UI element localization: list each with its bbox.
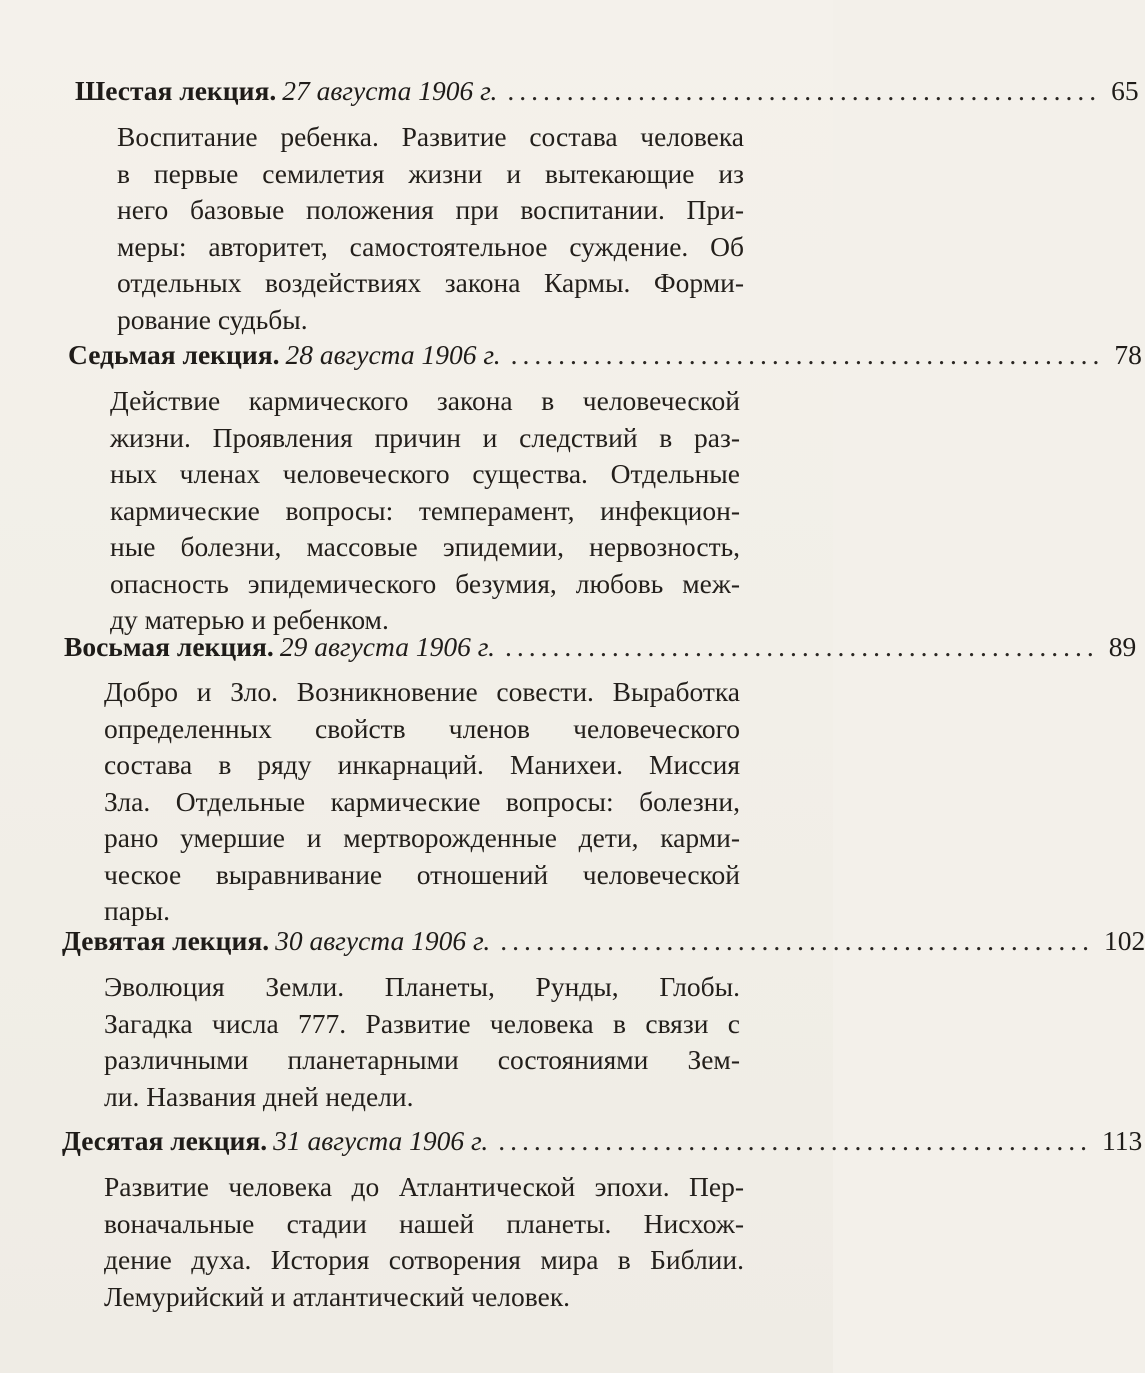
dot-leader: .................................................. [504, 631, 1099, 662]
description-line: различными планетарными состояниями Зем- [104, 1044, 740, 1075]
lecture-date: 29 августа 1906 г. [279, 631, 495, 662]
lecture-description [104, 674, 740, 930]
toc-heading[interactable] [75, 74, 1139, 108]
page-number: 113 [1102, 1125, 1143, 1156]
description-line: ных членах человеческого существа. Отдельные [110, 458, 740, 489]
lecture-title: Шестая лекция. [75, 75, 277, 106]
page-number: 78 [1114, 339, 1142, 370]
description-line: пары. [104, 895, 171, 926]
description-line: ду матерью и ребенком. [110, 604, 389, 635]
lecture-title: Десятая лекция. [62, 1125, 268, 1156]
lecture-description [104, 969, 740, 1115]
lecture-description [117, 119, 744, 338]
dot-leader: .................................................. [500, 925, 1094, 956]
description-line: Развитие человека до Атлантической эпохи. Пер- [104, 1171, 744, 1202]
description-line: Лемурийский и атлантический человек. [104, 1280, 571, 1312]
lecture-description [110, 383, 740, 639]
lecture-title: Восьмая лекция. [64, 631, 274, 662]
description-line: рано умершие и мертворожденные дети, карми- [104, 822, 740, 853]
description-line: жизни. Проявления причин и следствий в раз- [110, 421, 740, 453]
lecture-date: 28 августа 1906 г. [285, 339, 501, 370]
description-line: воначальные стадии нашей планеты. Нисхож- [104, 1207, 744, 1239]
description-line: дение духа. История сотворения мира в Библии. [104, 1244, 744, 1275]
page-number: 65 [1111, 75, 1139, 106]
description-line: ческое выравнивание отношений человеческой [104, 858, 740, 890]
description-line: в первые семилетия жизни и вытекающие из [117, 157, 744, 189]
dot-leader: .................................................. [507, 75, 1102, 106]
description-line: Загадка числа 777. Развитие человека в связи с [104, 1007, 740, 1039]
description-line: рование судьбы. [117, 303, 308, 335]
lecture-description [104, 1169, 744, 1315]
description-line: Эволюция Земли. Планеты, Рунды, Глобы. [104, 971, 740, 1002]
lecture-title: Девятая лекция. [62, 925, 270, 956]
lecture-date: 30 августа 1906 г. [275, 925, 491, 956]
page-number: 89 [1108, 631, 1137, 662]
description-line: отдельных воздействиях закона Кармы. Форми- [117, 267, 744, 298]
description-line: него базовые положения при воспитании. При- [117, 194, 744, 225]
description-line: Действие кармического закона в человеческой [110, 385, 740, 416]
description-line: Зла. Отдельные кармические вопросы: болезни, [104, 785, 740, 817]
toc-heading[interactable] [62, 1124, 1143, 1158]
lecture-date: 27 августа 1906 г. [282, 75, 498, 106]
toc-heading[interactable] [62, 924, 1145, 958]
toc-heading[interactable] [68, 338, 1142, 372]
dot-leader: .................................................. [498, 1125, 1093, 1156]
description-line: меры: авторитет, самостоятельное суждение. Об [117, 230, 744, 262]
description-line: кармические вопросы: темперамент, инфекцион- [110, 494, 740, 526]
description-line: состава в ряду инкарнаций. Манихеи. Миссия [104, 749, 740, 780]
description-line: ные болезни, массовые эпидемии, нервозность, [110, 531, 740, 562]
toc-heading[interactable] [64, 630, 1137, 664]
lecture-title: Седьмая лекция. [68, 339, 280, 370]
description-line: опасность эпидемического безумия, любовь меж- [110, 567, 740, 599]
description-line: ли. Названия дней недели. [104, 1080, 414, 1112]
description-line: определенных свойств членов человеческого [104, 712, 740, 744]
lecture-date: 31 августа 1906 г. [273, 1125, 489, 1156]
dot-leader: .................................................. [510, 339, 1105, 370]
description-line: Воспитание ребенка. Развитие состава человека [117, 121, 744, 152]
description-line: Добро и Зло. Возникновение совести. Выработка [104, 676, 740, 707]
page-number: 102 [1104, 925, 1145, 956]
